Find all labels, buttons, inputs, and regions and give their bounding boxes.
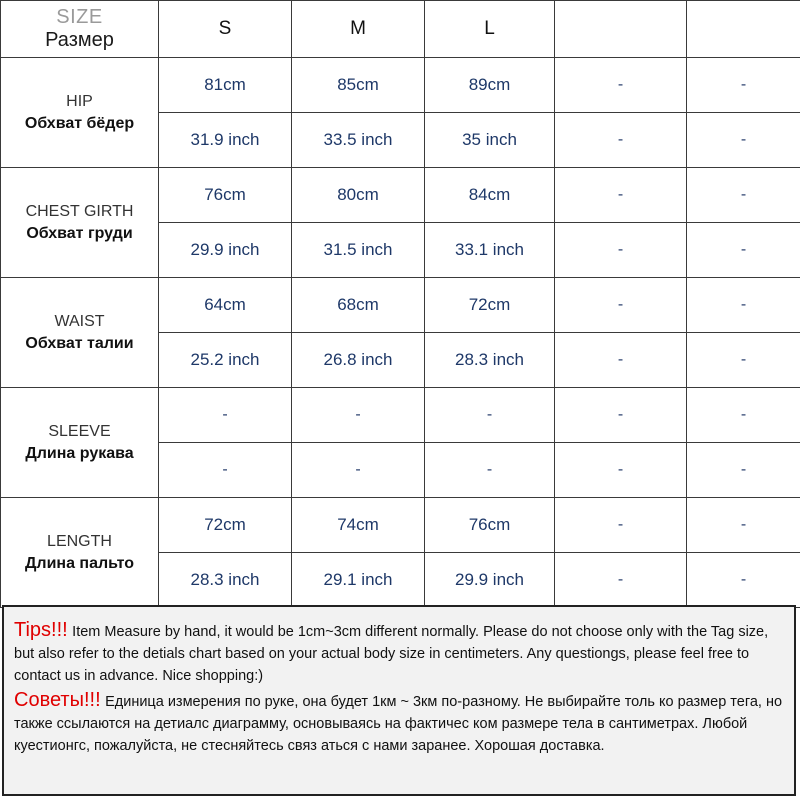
row-label-ru: Обхват груди — [26, 225, 133, 242]
row-label-ru: Обхват талии — [25, 335, 134, 352]
inch-value-cell: 29.1 inch — [292, 553, 425, 608]
empty-value-cell: - — [687, 498, 800, 553]
row-label-length — [1, 498, 159, 608]
row-label-hip — [1, 58, 159, 168]
size-empty-header — [555, 1, 687, 58]
row-label-ru: Длина пальто — [25, 555, 134, 572]
empty-value-cell: - — [425, 443, 555, 498]
empty-value-cell: - — [555, 168, 687, 223]
empty-value-cell: - — [687, 388, 800, 443]
table-row — [1, 58, 800, 113]
inch-value-cell: 28.3 inch — [425, 333, 555, 388]
row-label-chest-girth — [1, 168, 159, 278]
empty-value-cell: - — [159, 388, 292, 443]
empty-value-cell: - — [687, 443, 800, 498]
empty-value-cell: - — [555, 443, 687, 498]
tip-english — [14, 619, 786, 687]
tips-text: Item Measure by hand, it would be 1cm~3cm different normally. Please do not choose only with the Tag size, but also refer to the detials chart based on your actual body size in centimeters. Any questiongs, please feel free to contact us in advance. Nice shopping:) — [14, 624, 769, 684]
cm-value-cell: 64cm — [159, 278, 292, 333]
inch-value-cell: 29.9 inch — [425, 553, 555, 608]
size-heading: SIZE — [56, 6, 103, 28]
cm-value-cell: 81cm — [159, 58, 292, 113]
row-label-en: LENGTH — [47, 532, 112, 550]
tips-heading-ru: Советы!!! — [14, 689, 101, 711]
cm-value-cell: 89cm — [425, 58, 555, 113]
cm-value-cell: 85cm — [292, 58, 425, 113]
inch-value-cell: 25.2 inch — [159, 333, 292, 388]
size-l-header: L — [425, 1, 555, 58]
tip-russian — [14, 689, 786, 757]
empty-value-cell: - — [555, 113, 687, 168]
table-row — [1, 498, 800, 553]
empty-value-cell: - — [292, 388, 425, 443]
size-heading-ru: Размер — [45, 29, 114, 51]
table-row — [1, 168, 800, 223]
row-label-sleeve — [1, 388, 159, 498]
empty-value-cell: - — [687, 553, 800, 608]
empty-value-cell: - — [687, 278, 800, 333]
empty-value-cell: - — [555, 498, 687, 553]
size-s-header: S — [159, 1, 292, 58]
header-row — [1, 1, 800, 58]
row-label-ru: Обхват бёдер — [24, 115, 135, 132]
inch-value-cell: 28.3 inch — [159, 553, 292, 608]
row-label-en: HIP — [66, 92, 93, 110]
empty-value-cell: - — [687, 168, 800, 223]
empty-value-cell: - — [555, 388, 687, 443]
inch-value-cell: 33.5 inch — [292, 113, 425, 168]
empty-value-cell: - — [555, 278, 687, 333]
cm-value-cell: 72cm — [425, 278, 555, 333]
cm-value-cell: 84cm — [425, 168, 555, 223]
inch-value-cell: 35 inch — [425, 113, 555, 168]
empty-value-cell: - — [159, 443, 292, 498]
table-row — [1, 278, 800, 333]
corner-cell — [1, 1, 159, 58]
inch-value-cell: 29.9 inch — [159, 223, 292, 278]
row-label-en: CHEST GIRTH — [25, 202, 134, 220]
empty-value-cell: - — [687, 113, 800, 168]
inch-value-cell: 26.8 inch — [292, 333, 425, 388]
size-m-header: M — [292, 1, 425, 58]
cm-value-cell: 72cm — [159, 498, 292, 553]
empty-value-cell: - — [555, 333, 687, 388]
empty-value-cell: - — [687, 58, 800, 113]
tips-text-ru: Единица измерения по руке, она будет 1км ~ 3км по-разному. Не выбирайте толь ко размер тега, но также ссылаются на детиалс диаграмму, основываясь на фактичес ком размере тела в сантиметрах. Любой куестионгс, пожалуйста, не стесняйтесь связ аться с нами заранее. Хорошая доставка. — [14, 694, 783, 754]
empty-value-cell: - — [555, 553, 687, 608]
row-label-ru: Длина рукава — [25, 445, 134, 462]
cm-value-cell: 76cm — [159, 168, 292, 223]
table-row — [1, 388, 800, 443]
empty-value-cell: - — [555, 58, 687, 113]
row-label-waist — [1, 278, 159, 388]
row-label-en: WAIST — [54, 312, 105, 330]
cm-value-cell: 76cm — [425, 498, 555, 553]
tips-box — [2, 605, 796, 796]
empty-value-cell: - — [425, 388, 555, 443]
cm-value-cell: 68cm — [292, 278, 425, 333]
empty-value-cell: - — [687, 333, 800, 388]
inch-value-cell: 33.1 inch — [425, 223, 555, 278]
cm-value-cell: 80cm — [292, 168, 425, 223]
empty-value-cell: - — [292, 443, 425, 498]
tips-heading: Tips!!! — [14, 619, 68, 641]
inch-value-cell: 31.9 inch — [159, 113, 292, 168]
cm-value-cell: 74cm — [292, 498, 425, 553]
row-label-en: SLEEVE — [48, 422, 111, 440]
empty-value-cell: - — [555, 223, 687, 278]
size-empty-header — [687, 1, 800, 58]
inch-value-cell: 31.5 inch — [292, 223, 425, 278]
empty-value-cell: - — [687, 223, 800, 278]
